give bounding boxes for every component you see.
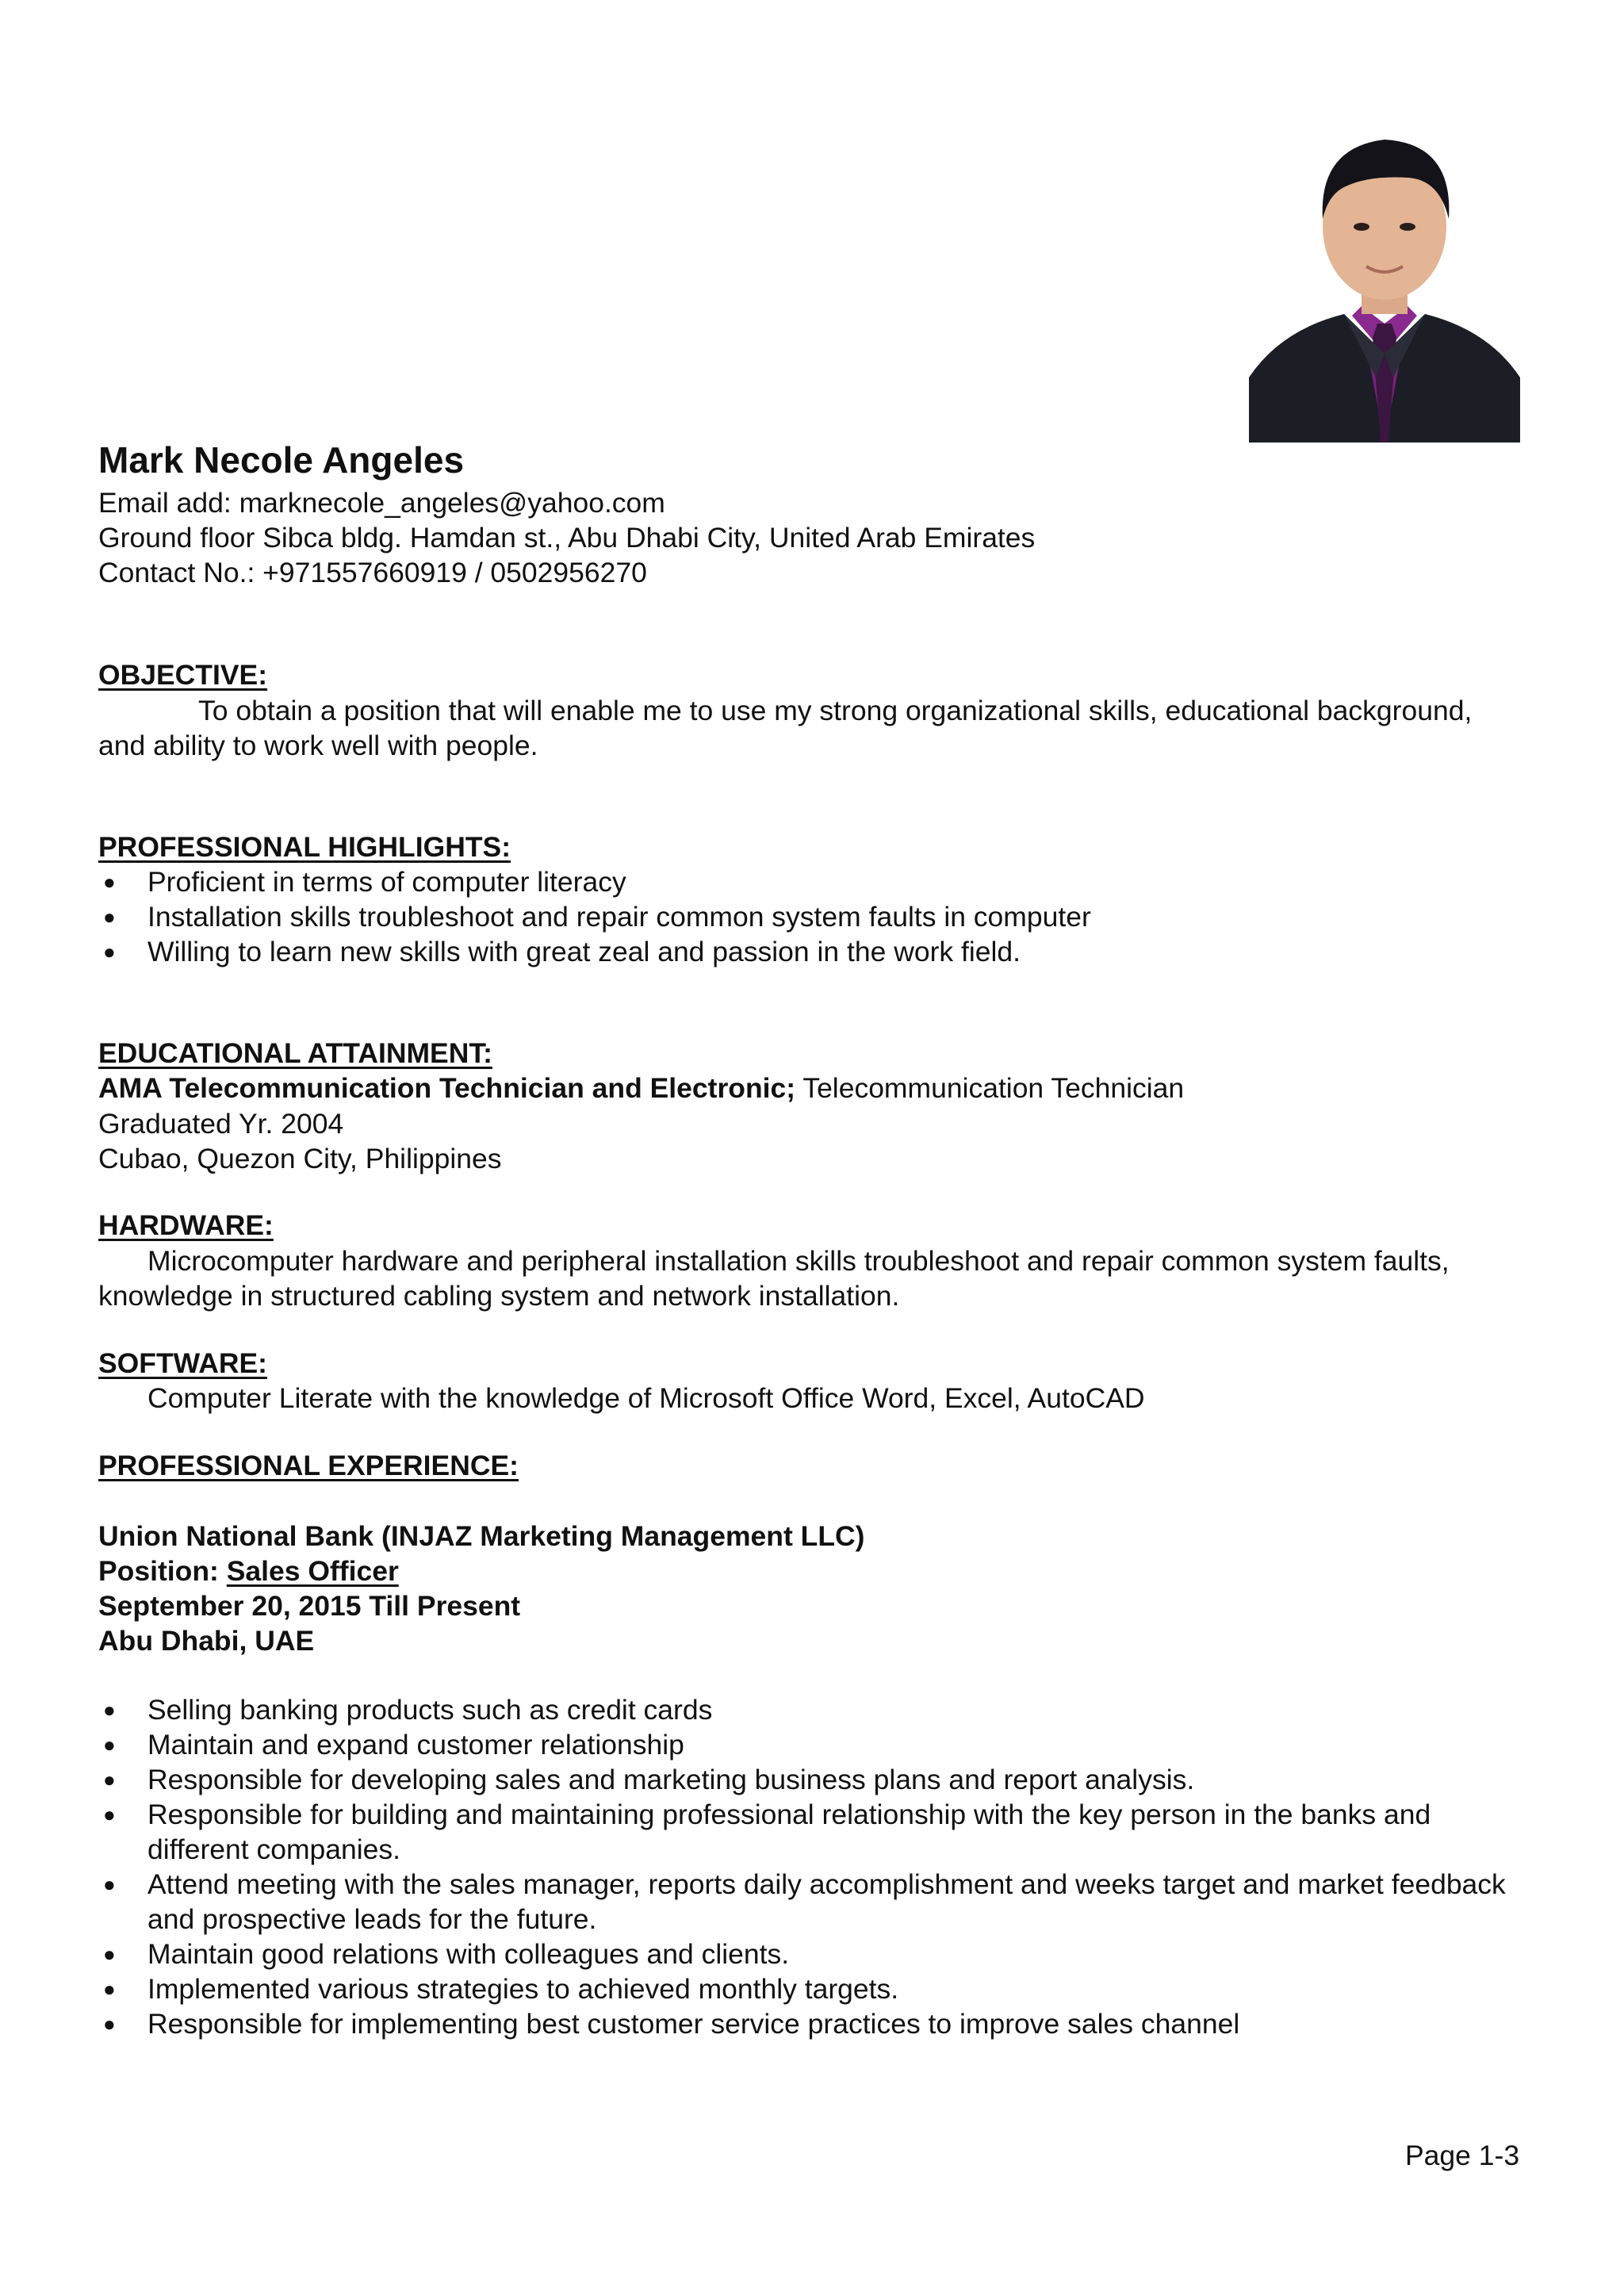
email-line: Email add: marknecole_angeles@yahoo.com xyxy=(98,487,665,519)
list-item xyxy=(98,2006,1526,2041)
list-item-text: Proficient in terms of computer literacy xyxy=(147,866,626,898)
list-item-text: Responsible for developing sales and marketing business plans and report analysis. xyxy=(147,1764,1195,1795)
bullet-icon: ● xyxy=(103,905,116,929)
phone-line: Contact No.: +971557660919 / 0502956270 xyxy=(98,557,647,588)
highlights-heading: PROFESSIONAL HIGHLIGHTS: xyxy=(98,831,511,863)
bullet-icon: ● xyxy=(103,1698,116,1722)
list-item-text: Willing to learn new skills with great zeal and passion in the work field. xyxy=(147,936,1021,967)
objective-text: To obtain a position that will enable me to use my strong organizational skills, educational background, and ability to work well with people. xyxy=(98,695,1473,761)
employment-dates: September 20, 2015 Till Present xyxy=(98,1590,521,1622)
bullet-icon: ● xyxy=(103,1733,116,1757)
software-heading: SOFTWARE: xyxy=(98,1347,267,1379)
profile-photo xyxy=(1249,116,1520,443)
list-item-text: Maintain good relations with colleagues and clients. xyxy=(147,1938,790,1970)
list-item-text: Maintain and expand customer relationship xyxy=(147,1729,684,1761)
list-item-text: Responsible for building and maintaining professional relationship with the key person in the banks and different companies. xyxy=(147,1799,1431,1865)
list-item xyxy=(98,864,1526,899)
address-line: Ground floor Sibca bldg. Hamdan st., Abu Dhabi City, United Arab Emirates xyxy=(98,522,1036,554)
list-item xyxy=(98,1937,1526,1971)
graduated-year: Graduated Yr. 2004 xyxy=(98,1108,344,1140)
experience-duties-list xyxy=(98,1692,1526,2041)
position-line xyxy=(98,1554,1510,1588)
bullet-icon: ● xyxy=(103,1803,116,1826)
bullet-icon: ● xyxy=(103,1768,116,1791)
school-name: AMA Telecommunication Technician and Electronic; xyxy=(98,1072,796,1104)
course-name: Telecommunication Technician xyxy=(795,1072,1185,1104)
software-text: Computer Literate with the knowledge of Microsoft Office Word, Excel, AutoCAD xyxy=(147,1382,1145,1414)
list-item xyxy=(98,1727,1526,1762)
bullet-icon: ● xyxy=(103,1942,116,1966)
position-label: Position: xyxy=(98,1555,227,1587)
list-item xyxy=(98,1971,1526,2006)
bullet-icon: ● xyxy=(103,870,116,894)
education-heading: EDUCATIONAL ATTAINMENT: xyxy=(98,1037,492,1069)
list-item xyxy=(98,1762,1526,1797)
school-location: Cubao, Quezon City, Philippines xyxy=(98,1143,502,1174)
hardware-text: Microcomputer hardware and peripheral installation skills troubleshoot and repair common system faults, knowledge in structured cabling system and network installation. xyxy=(98,1245,1450,1312)
list-item xyxy=(98,1797,1526,1867)
list-item xyxy=(98,1867,1526,1937)
position-title: Sales Officer xyxy=(226,1555,399,1587)
bullet-icon: ● xyxy=(103,1977,116,2001)
objective-heading: OBJECTIVE: xyxy=(98,659,268,691)
bullet-icon: ● xyxy=(103,1872,116,1896)
list-item xyxy=(98,934,1526,969)
list-item-text: Implemented various strategies to achieved monthly targets. xyxy=(147,1973,899,2005)
list-item-text: Installation skills troubleshoot and repair common system faults in computer xyxy=(147,901,1091,933)
list-item xyxy=(98,899,1526,934)
contact-block xyxy=(98,485,1035,590)
employment-location: Abu Dhabi, UAE xyxy=(98,1625,315,1657)
list-item xyxy=(98,1692,1526,1727)
highlights-list xyxy=(98,864,1526,969)
education-school-line xyxy=(98,1071,1510,1105)
company-name: Union National Bank (INJAZ Marketing Management LLC) xyxy=(98,1520,865,1552)
list-item-text: Responsible for implementing best customer service practices to improve sales channel xyxy=(147,2008,1240,2040)
page-number: Page 1-3 xyxy=(1405,2140,1520,2171)
bullet-icon: ● xyxy=(103,940,116,964)
list-item-text: Attend meeting with the sales manager, reports daily accomplishment and weeks target and market feedback and prospective leads for the future. xyxy=(147,1868,1506,1935)
hardware-heading: HARDWARE: xyxy=(98,1209,274,1241)
candidate-name: Mark Necole Angeles xyxy=(98,439,465,481)
list-item-text: Selling banking products such as credit cards xyxy=(147,1694,713,1726)
bullet-icon: ● xyxy=(103,2012,116,2036)
experience-heading: PROFESSIONAL EXPERIENCE: xyxy=(98,1450,519,1481)
